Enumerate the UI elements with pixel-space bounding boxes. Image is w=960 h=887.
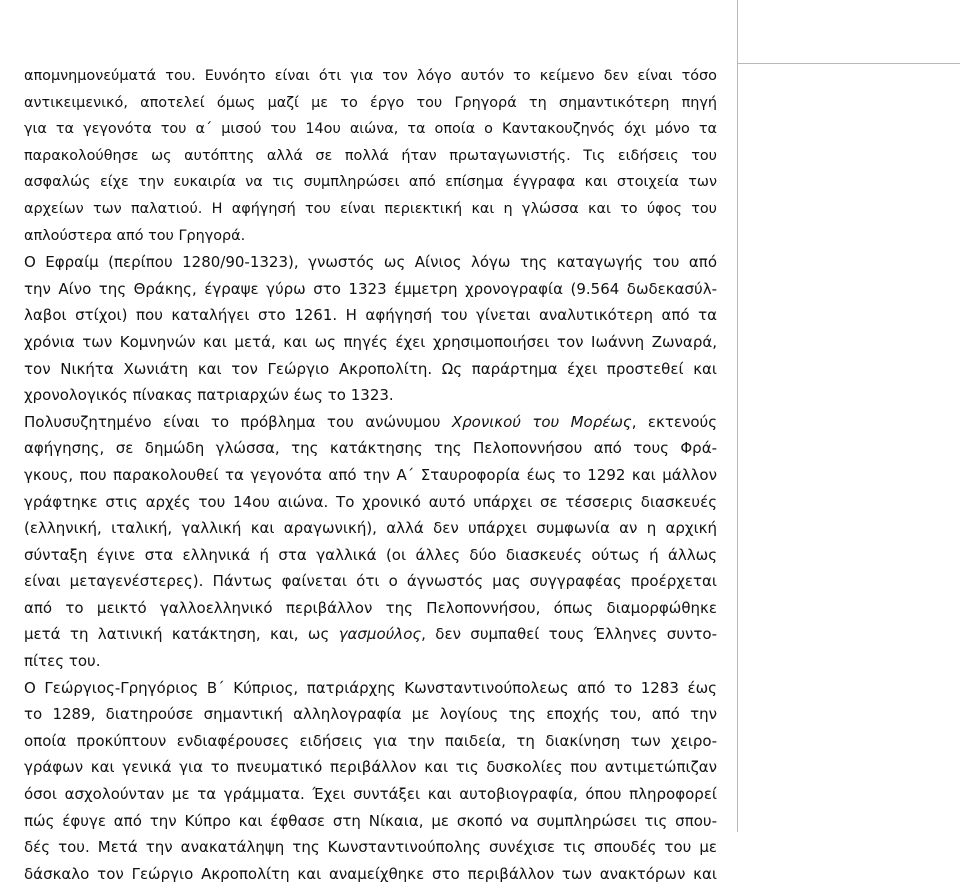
text-line: αφήγησης, σε δημώδη γλώσσα, της κατάκτησης της Πελοποννήσου από τους Φρά- — [24, 439, 717, 458]
margin-rule-vertical — [737, 0, 738, 832]
text-line: απομνημονεύματά του. Ευνόητο είναι ότι για τον λόγο αυτόν το κείμενο δεν είναι τόσο — [24, 68, 717, 84]
text-line: γράφτηκε στις αρχές του 14ου αιώνα. Το χρονικό αυτό υπάρχει σε τέσσερις διασκευές — [24, 492, 717, 511]
text-line: το 1289, διατηρούσε σημαντική αλληλογραφία με λογίους της εποχής του, από την — [24, 705, 717, 724]
text-run: Πολυσυζητημένο είναι το πρόβλημα του ανώνυμου — [24, 412, 452, 431]
text-run: , δεν συμπαθεί τους Έλληνες συντο- — [421, 625, 717, 644]
text-line: (ελληνική, ιταλική, γαλλική και αραγωνική), αλλά δεν υπάρχει συμφωνία αν η αρχική — [24, 519, 717, 538]
text-line: σύνταξη έγινε στα ελληνικά ή στα γαλλικά (οι άλλες δύο διασκευές ούτως ή άλλως — [24, 545, 717, 564]
text-line: όσοι ασχολούνταν με τα γράμματα. Έχει συντάξει και αυτοβιογραφία, όπου πληροφορεί — [24, 785, 717, 804]
italic-title: Χρονικού του Μορέως — [451, 412, 632, 431]
text-line: τον Νικήτα Χωνιάτη και τον Γεώργιο Ακροπολίτη. Ως παράρτημα έχει προστεθεί και — [24, 359, 717, 378]
text-line: Ο Εφραίμ (περίπου 1280/90-1323), γνωστός ως Αίνιος λόγω της καταγωγής του από — [24, 253, 717, 272]
margin-rule-horizontal — [737, 63, 960, 64]
text-line: δάσκαλο τον Γεώργιο Ακροπολίτη και αναμείχθηκε στο περιβάλλον των ανακτόρων και — [24, 864, 717, 883]
body-text — [24, 63, 717, 887]
text-line: λαβοι στίχοι) που καταλήγει στο 1261. Η αφήγησή του γίνεται αναλυτικότερη από τα — [24, 306, 717, 325]
text-line: αρχείων των παλατιού. Η αφήγησή του είναι περιεκτική και η γλώσσα και το ύφος του — [24, 200, 717, 217]
text-line: γράφων και γενικά για το πνευματικό περιβάλλον και τις δυσκολίες που αντιμετώπιζαν — [24, 758, 717, 777]
text-line: πίτες του. — [24, 652, 101, 671]
text-run: , εκτενούς — [631, 412, 717, 431]
text-line: πώς έφυγε από την Κύπρο και έφθασε στη Νίκαια, με σκοπό να συμπληρώσει τις σπου- — [24, 811, 717, 830]
text-line: είναι μεταγενέστερες). Πάντως φαίνεται ότι ο άγνωστός μας συγγραφέας προέρχεται — [24, 572, 717, 591]
text-line: παρακολούθησε ως αυτόπτης αλλά σε πολλά ήταν πρωταγωνιστής. Τις ειδήσεις του — [24, 147, 717, 164]
text-line: Ο Γεώργιος-Γρηγόριος Β΄ Κύπριος, πατριάρχης Κωνσταντινούπολεως από το 1283 έως — [24, 678, 717, 697]
text-line: για τα γεγονότα του α΄ μισού του 14ου αιώνα, τα οποία ο Καντακουζηνός όχι μόνο τα — [24, 121, 717, 138]
text-line: ασφαλώς είχε την ευκαιρία να τις συμπληρώσει από επίσημα έγγραφα και στοιχεία των — [24, 174, 717, 191]
text-line: την Αίνο της Θράκης, έγραψε γύρω στο 1323 έμμετρη χρονογραφία (9.564 δωδεκασύλ- — [24, 279, 717, 298]
text-line: οποία προκύπτουν ενδιαφέρουσες ειδήσεις για την παιδεία, τη διακίνηση των χειρο- — [24, 731, 717, 750]
italic-title: γασμούλος — [338, 625, 422, 644]
text-line: αντικειμενικό, αποτελεί όμως μαζί με το έργο του Γρηγορά τη σημαντικότερη πηγή — [24, 94, 717, 111]
text-line — [24, 409, 717, 436]
text-line: από το μεικτό γαλλοελληνικό περιβάλλον της Πελοποννήσου, όπως διαμορφώθηκε — [24, 598, 717, 617]
text-line: γκους, που παρακολουθεί τα γεγονότα από την Α΄ Σταυροφορία έως το 1292 και μάλλον — [24, 465, 717, 484]
text-run: μετά τη λατινική κατάκτηση, και, ως — [24, 625, 339, 644]
text-line: χρόνια των Κομνηνών και μετά, και ως πηγές έχει χρησιμοποιήσει τον Ιωάννη Ζωναρά, — [24, 332, 717, 351]
text-line: απλούστερα από του Γρηγορά. — [24, 227, 246, 244]
text-line: χρονολογικός πίνακας πατριαρχών έως το 1323. — [24, 386, 394, 405]
text-line: δές του. Μετά την ανακατάληψη της Κωνσταντινούπολης συνέχισε τις σπουδές του με — [24, 838, 717, 857]
text-line — [24, 621, 717, 648]
